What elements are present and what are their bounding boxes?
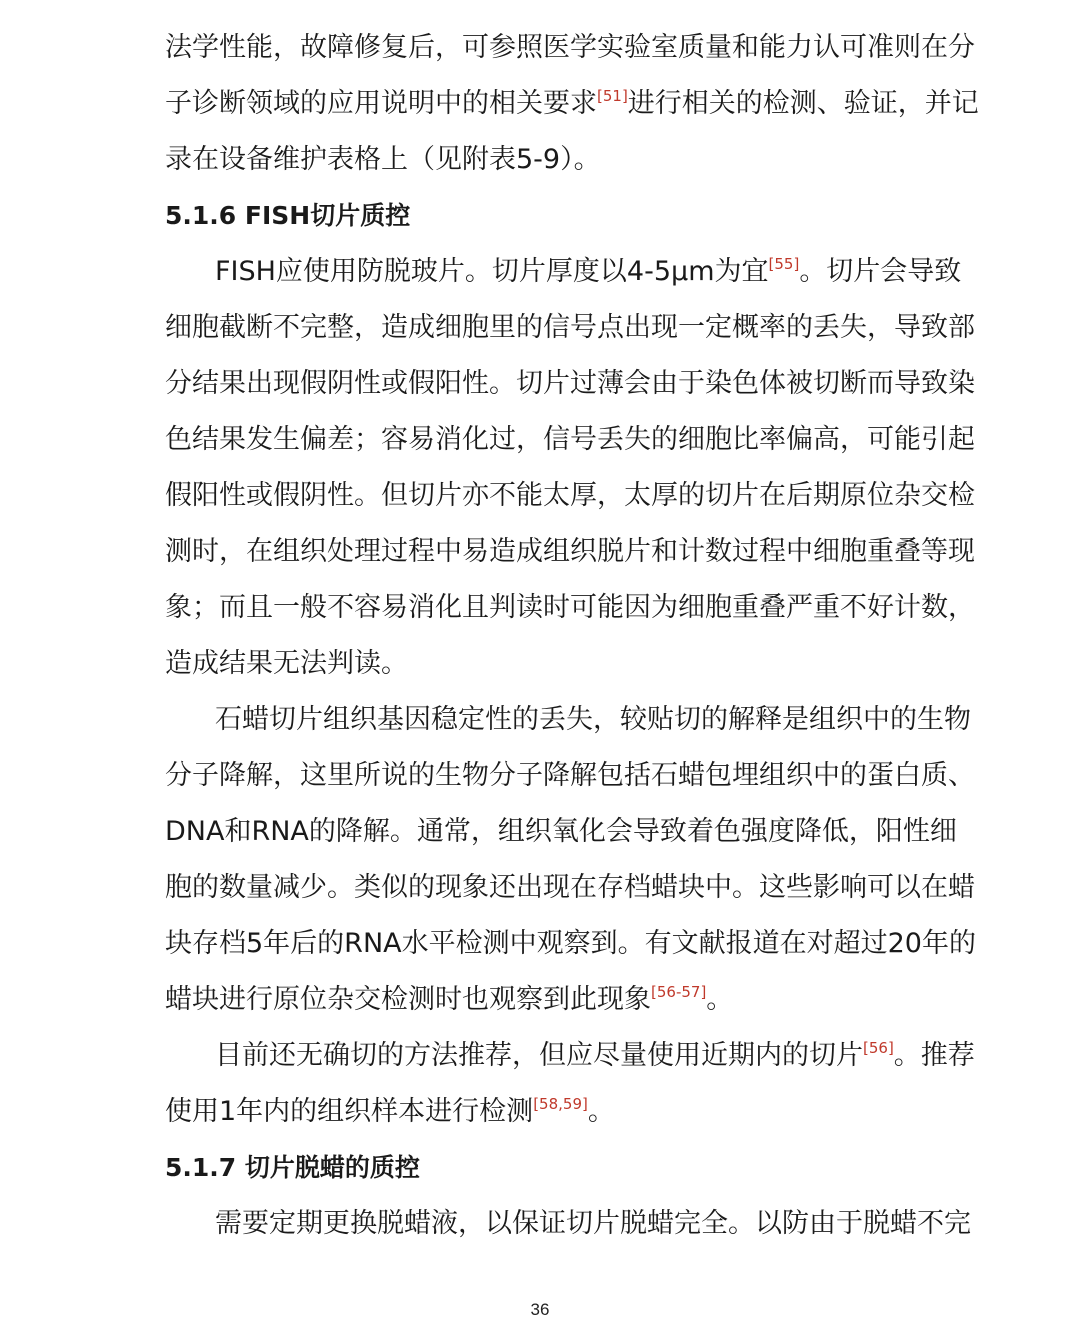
paragraph-line: DNA和RNA的降解。通常，组织氧化会导致着色强度降低，阳性细	[165, 816, 957, 847]
paragraph-line: 分子降解，这里所说的生物分子降解包括石蜡包埋组织中的蛋白质、	[165, 760, 975, 791]
paragraph-line: 色结果发生偏差；容易消化过，信号丢失的细胞比率偏高，可能引起	[165, 424, 975, 455]
citation-ref: [55]	[768, 255, 800, 273]
citation-ref: [56-57]	[651, 983, 707, 1001]
paragraph-line: 录在设备维护表格上（见附表5-9）。	[165, 144, 601, 175]
paragraph-line: 象；而且一般不容易消化且判读时可能因为细胞重叠严重不好计数，	[165, 592, 975, 623]
page-number: 36	[530, 1300, 550, 1319]
paragraph-line: 石蜡切片组织基因稳定性的丢失，较贴切的解释是组织中的生物	[215, 704, 971, 735]
paragraph-line: FISH应使用防脱玻片。切片厚度以4-5μm为宜[55]。切片会导致	[215, 255, 962, 287]
paragraph-line: 造成结果无法判读。	[165, 648, 408, 679]
paragraph-line: 胞的数量减少。类似的现象还出现在存档蜡块中。这些影响可以在蜡	[165, 872, 975, 903]
paragraph-line: 假阳性或假阴性。但切片亦不能太厚，太厚的切片在后期原位杂交检	[165, 480, 975, 511]
citation-ref: [56]	[863, 1039, 894, 1057]
paragraph-line: 子诊断领域的应用说明中的相关要求[51]进行相关的检测、验证，并记	[165, 87, 979, 119]
paragraph-line: 分结果出现假阴性或假阳性。切片过薄会由于染色体被切断而导致染	[165, 368, 975, 399]
paragraph-line: 目前还无确切的方法推荐，但应尽量使用近期内的切片[56]。推荐	[215, 1039, 975, 1071]
paragraph-line: 细胞截断不完整，造成细胞里的信号点出现一定概率的丢失，导致部	[165, 312, 975, 343]
section-heading: 5.1.6 FISH切片质控	[165, 201, 411, 230]
citation-ref: [58,59]	[533, 1095, 588, 1113]
paragraph-line: 测时，在组织处理过程中易造成组织脱片和计数过程中细胞重叠等现	[165, 536, 975, 567]
citation-ref: [51]	[597, 87, 628, 105]
paragraph-line: 块存档5年后的RNA水平检测中观察到。有文献报道在对超过20年的	[165, 928, 976, 959]
paragraph-line: 法学性能，故障修复后，可参照医学实验室质量和能力认可准则在分	[165, 32, 975, 63]
paragraph-line: 需要定期更换脱蜡液，以保证切片脱蜡完全。以防由于脱蜡不完	[215, 1208, 971, 1239]
paragraph-line: 蜡块进行原位杂交检测时也观察到此现象[56-57]。	[165, 983, 734, 1015]
section-heading: 5.1.7 切片脱蜡的质控	[165, 1153, 420, 1182]
paragraph-line: 使用1年内的组织样本进行检测[58,59]。	[165, 1095, 615, 1127]
